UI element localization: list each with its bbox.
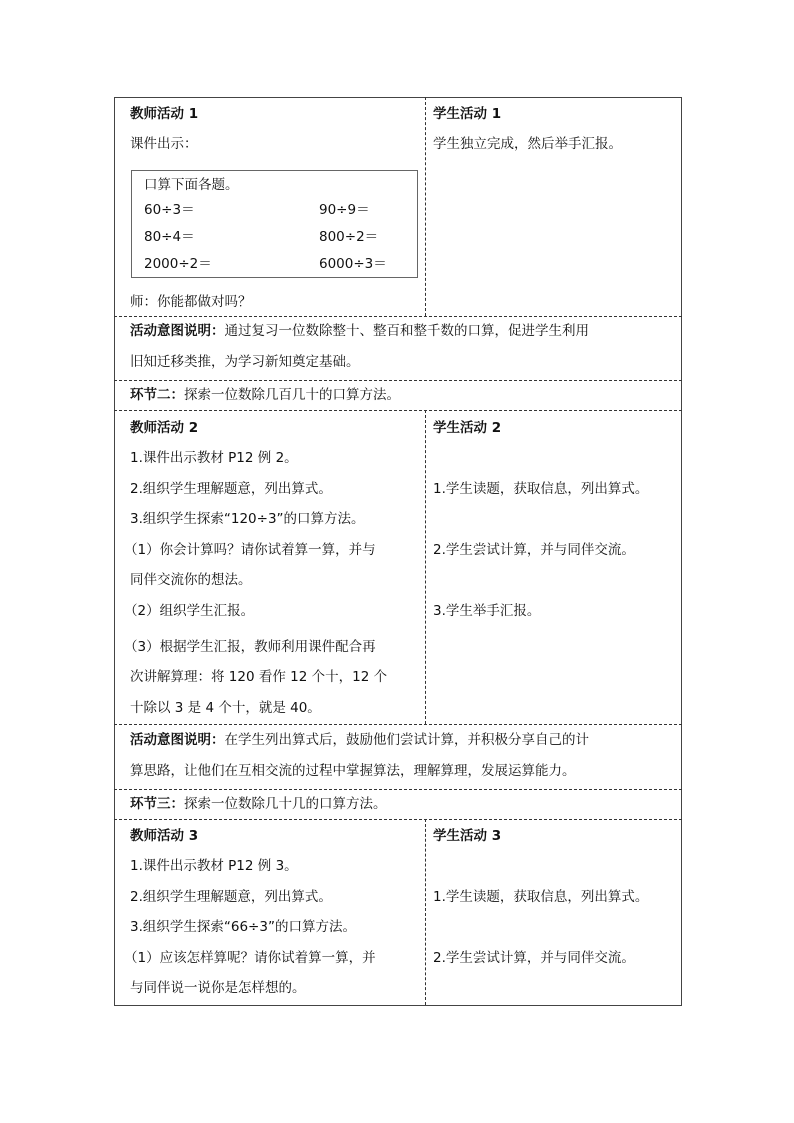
student-activity-line: 1.学生读题，获取信息，列出算式。	[433, 481, 649, 497]
column-divider	[425, 819, 426, 1005]
intent-2-line-2: 算思路，让他们在互相交流的过程中掌握算法，理解算理，发展运算能力。	[130, 763, 576, 779]
teacher-activity-line: 1.课件出示教材 P12 例 3。	[130, 858, 298, 874]
problem-item: 800÷2＝	[319, 229, 379, 245]
teacher-activity-line: 次讲解算理：将 120 看作 12 个十，12 个	[130, 669, 388, 685]
teacher-activity-line: 2.组织学生理解题意，列出算式。	[130, 889, 332, 905]
intent-label: 活动意图说明：	[130, 732, 225, 748]
row-divider	[114, 819, 682, 820]
teacher-activity-line: （1）应该怎样算呢？请你试着算一算，并	[124, 950, 376, 966]
intent-1-line-1	[130, 322, 589, 340]
teacher-activity-line: 1.课件出示教材 P12 例 2。	[130, 450, 298, 466]
problem-item: 2000÷2＝	[144, 256, 212, 272]
student-activity-line: 2.学生尝试计算，并与同伴交流。	[433, 542, 635, 558]
teacher-question: 师：你能都做对吗？	[130, 294, 252, 310]
student-activity-1-title: 学生活动 1	[433, 106, 502, 122]
teacher-activity-line: （3）根据学生汇报，教师利用课件配合再	[124, 639, 376, 655]
teacher-activity-1-title: 教师活动 1	[130, 106, 199, 122]
intent-text: 在学生列出算式后，鼓励他们尝试计算，并积极分享自己的计	[224, 732, 589, 748]
intent-2-line-1	[130, 731, 589, 749]
student-activity-3-title: 学生活动 3	[433, 828, 502, 844]
problem-item: 90÷9＝	[319, 202, 370, 218]
student-activity-line: 2.学生尝试计算，并与同伴交流。	[433, 950, 635, 966]
teacher-activity-line: 同伴交流你的想法。	[130, 572, 252, 588]
courseware-label: 课件出示：	[130, 136, 198, 152]
teacher-activity-line: （1）你会计算吗？请你试着算一算，并与	[124, 542, 376, 558]
column-divider	[425, 410, 426, 724]
teacher-activity-line: 2.组织学生理解题意，列出算式。	[130, 481, 332, 497]
student-activity-line: 3.学生举手汇报。	[433, 603, 541, 619]
section-3-heading	[130, 795, 387, 813]
table-bottom-border	[114, 1005, 682, 1006]
row-divider	[114, 380, 682, 381]
problem-item: 6000÷3＝	[319, 256, 387, 272]
problem-item: 60÷3＝	[144, 202, 195, 218]
row-divider	[114, 724, 682, 725]
intent-1-line-2: 旧知迁移类推，为学习新知奠定基础。	[130, 354, 360, 370]
row-divider	[114, 410, 682, 411]
column-divider	[425, 97, 426, 316]
section-text: 探索一位数除几百几十的口算方法。	[184, 387, 400, 403]
teacher-activity-line: 与同伴说一说你是怎样想的。	[130, 980, 306, 996]
section-label: 环节二：	[130, 387, 184, 403]
intent-label: 活动意图说明：	[130, 323, 225, 339]
student-activity-2-title: 学生活动 2	[433, 420, 502, 436]
teacher-activity-line: 3.组织学生探索“66÷3”的口算方法。	[130, 919, 356, 935]
teacher-activity-line: 3.组织学生探索“120÷3”的口算方法。	[130, 511, 365, 527]
intent-text: 通过复习一位数除整十、整百和整千数的口算，促进学生利用	[224, 323, 589, 339]
section-text: 探索一位数除几十几的口算方法。	[184, 796, 387, 812]
section-2-heading	[130, 386, 400, 404]
teacher-activity-line: （2）组织学生汇报。	[124, 603, 255, 619]
table-top-border	[114, 97, 682, 98]
student-activity-line: 1.学生读题，获取信息，列出算式。	[433, 889, 649, 905]
problem-item: 80÷4＝	[144, 229, 195, 245]
teacher-activity-2-title: 教师活动 2	[130, 420, 199, 436]
section-label: 环节三：	[130, 796, 184, 812]
lesson-plan-table	[114, 97, 682, 1007]
teacher-activity-line: 十除以 3 是 4 个十，就是 40。	[130, 700, 321, 716]
student-activity-1-text: 学生独立完成，然后举手汇报。	[433, 136, 622, 152]
row-divider	[114, 789, 682, 790]
exercise-box-title: 口算下面各题。	[144, 177, 239, 193]
teacher-activity-3-title: 教师活动 3	[130, 828, 199, 844]
row-divider	[114, 316, 682, 317]
